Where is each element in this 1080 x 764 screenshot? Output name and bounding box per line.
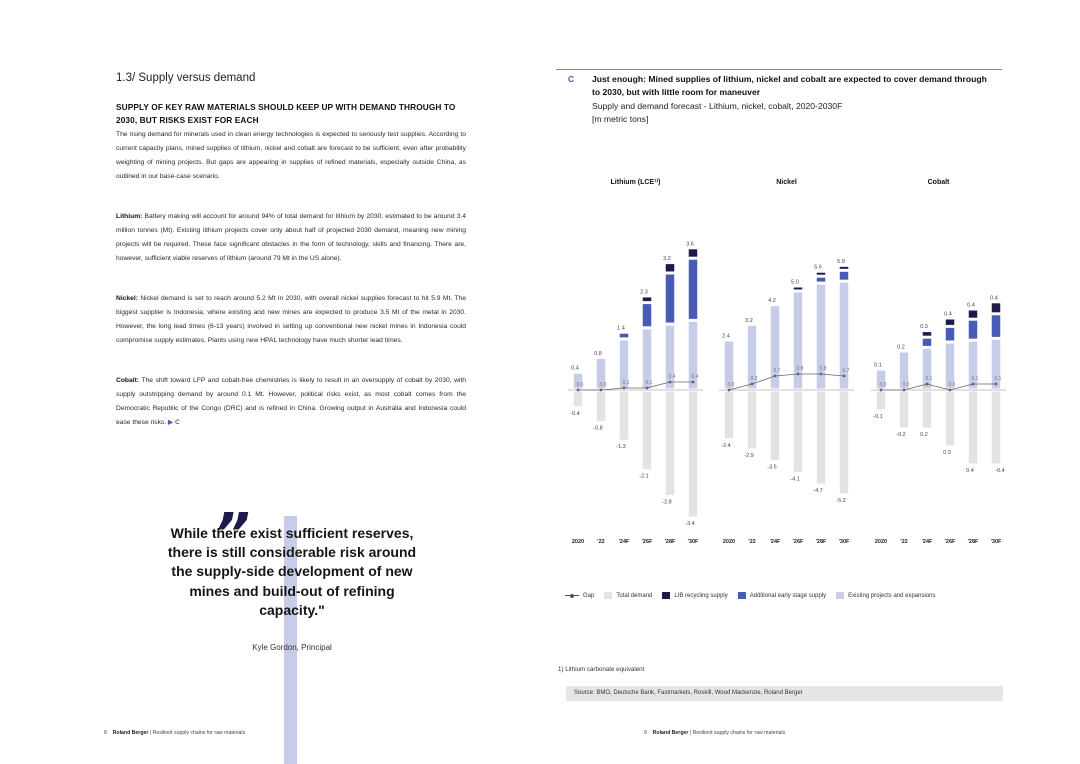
nickel-text: Nickel demand is set to reach around 5.2 Mt in 2030, with overall nickel supplies forecast to hit 5.9 Mt. The biggest supplier is Indonesia, where existing and new mines are expected to produce 3.5 Mt of the metal in 2030. However, the long lead times (6-13 years) involved in setting up conventional new nickel mines in Indonesia could compromise supply estimates. Plants using new HPAL technology have much shorter lead times. — [116, 295, 466, 344]
gap-label: 0.0 — [727, 382, 735, 388]
gap-label: 0.1 — [622, 380, 630, 386]
legend-existing: Existing projects and expansions — [836, 592, 935, 599]
demand-label: -1.3 — [616, 444, 626, 451]
demand-bar — [877, 392, 886, 410]
demand-swatch — [604, 592, 612, 599]
gap-point — [926, 383, 929, 386]
lithium-label: Lithium: — [116, 213, 143, 220]
gap-label: 0.0 — [948, 382, 956, 388]
existing-bar — [923, 349, 932, 389]
demand-label: -2.4 — [721, 443, 731, 450]
demand-bar — [666, 392, 675, 496]
additional-bar — [923, 339, 932, 346]
figure-letter: C — [568, 74, 575, 84]
panel-title-2: Cobalt — [927, 179, 950, 186]
category-label: 2020 — [571, 539, 585, 545]
right-footer-brand: Roland Berger — [652, 730, 689, 736]
category-label: '28F — [967, 539, 979, 545]
demand-label: -0.1 — [873, 414, 883, 420]
gap-point — [843, 375, 846, 378]
gap-label: 0.7 — [842, 368, 850, 374]
recycling-bar — [794, 288, 803, 290]
gap-label: 0.4 — [691, 374, 699, 380]
additional-bar — [666, 275, 675, 323]
nickel-label: Nickel: — [116, 295, 138, 302]
additional-bar — [643, 304, 652, 326]
gap-point — [646, 387, 649, 390]
figure-c-link[interactable]: ▶ C — [166, 419, 180, 426]
supply-total-label: 1.4 — [617, 325, 625, 332]
gap-point — [820, 373, 823, 376]
quote-mark-icon: ” — [214, 502, 251, 567]
category-label: '26F — [944, 539, 956, 545]
demand-bar — [643, 392, 652, 470]
demand-bar — [689, 392, 698, 517]
category-label: '30F — [838, 539, 850, 545]
category-label: '30F — [687, 539, 699, 545]
gap-line — [881, 384, 996, 390]
demand-bar — [900, 392, 909, 428]
demand-label: -4.7 — [813, 488, 823, 495]
supply-total-label: 3.2 — [663, 256, 671, 263]
recycling-bar — [840, 267, 849, 269]
demand-bar — [620, 392, 629, 440]
additional-bar — [992, 315, 1001, 337]
additional-bar — [817, 278, 826, 282]
demand-label: -0.8 — [593, 425, 603, 432]
figure-unit: [m metric tons] — [592, 114, 649, 124]
additional-bar — [840, 272, 849, 280]
additional-swatch — [738, 592, 746, 599]
demand-bar — [748, 392, 757, 449]
gap-label: 0.1 — [925, 376, 933, 382]
section-heading: SUPPLY OF KEY RAW MATERIALS SHOULD KEEP UP WITH DEMAND THROUGH TO 2030, BUT RISKS EXIST FOR EACH — [116, 102, 456, 125]
demand-label: -0.4 — [995, 468, 1005, 474]
source-note: Source: BMO, Deutsche Bank, Fastmarkets, Roskill, Wood Mackenzie, Roland Berger — [566, 686, 1003, 701]
gap-point — [880, 389, 883, 392]
category-label: 2020 — [874, 539, 888, 545]
demand-label: -4.1 — [790, 476, 800, 483]
gap-label: 0.4 — [668, 374, 676, 380]
recycling-bar — [946, 320, 955, 325]
demand-bar — [969, 392, 978, 464]
demand-bar — [725, 392, 734, 439]
supply-total-label: 5.9 — [837, 258, 845, 265]
gap-label: 0.1 — [971, 376, 979, 382]
gap-line-icon — [565, 592, 579, 599]
gap-point — [995, 383, 998, 386]
recycling-bar — [992, 303, 1001, 312]
gap-point — [972, 383, 975, 386]
gap-line — [729, 374, 844, 390]
demand-bar — [923, 392, 932, 428]
demand-bar — [946, 392, 955, 446]
legend-gap: Gap — [565, 592, 594, 599]
gap-label: 0.1 — [645, 380, 653, 386]
recycling-bar — [969, 311, 978, 318]
chart-footnote: 1) Lithium carbonate equivalent — [558, 666, 645, 673]
gap-point — [774, 375, 777, 378]
additional-bar — [620, 334, 629, 338]
demand-label: -5.2 — [836, 497, 846, 504]
existing-swatch — [836, 592, 844, 599]
supply-total-label: 3.6 — [686, 241, 694, 248]
category-label: '22 — [597, 539, 605, 545]
gap-point — [600, 389, 603, 392]
demand-label: -3.5 — [767, 464, 777, 471]
supply-total-label: 0.1 — [874, 362, 882, 369]
demand-label: -2.9 — [744, 452, 754, 459]
chart-legend — [565, 592, 1005, 599]
gap-point — [669, 381, 672, 384]
recycling-bar — [643, 297, 652, 301]
category-label: '22 — [900, 539, 908, 545]
cobalt-text: The shift toward LFP and cobalt-free chemistries is likely to result in an oversupply of cobalt by 2030, with supply outstripping demand by around 0.1 Mt. However, political risks exist, as most cobalt comes from the Democratic Republic of the Congo (DRC) and is refined in China. Growing output in Australia and Indonesia could ease these risks. — [116, 377, 466, 426]
category-label: '26F — [641, 539, 653, 545]
category-label: '28F — [815, 539, 827, 545]
legend-recycling: LIB recycling supply — [662, 592, 727, 599]
recycling-bar — [923, 332, 932, 336]
additional-bar — [969, 321, 978, 339]
gap-point — [623, 387, 626, 390]
right-footer-title: | Resilient supply chains for raw materials — [688, 730, 786, 736]
category-label: '24F — [618, 539, 630, 545]
supply-total-label: 0.4 — [967, 302, 975, 309]
legend-demand: Total demand — [604, 592, 652, 599]
gap-point — [692, 381, 695, 384]
quote-author: Kyle Gordon, Principal — [252, 643, 332, 652]
supply-total-label: 0.4 — [571, 365, 579, 372]
legend-additional: Additional early stage supply — [738, 592, 826, 599]
right-page-number: 9 — [644, 730, 647, 736]
supply-total-label: 0.2 — [897, 344, 905, 351]
section-title: 1.3/ Supply versus demand — [116, 72, 256, 84]
supply-total-label: 0.8 — [594, 350, 602, 357]
gap-point — [949, 389, 952, 392]
recycling-swatch — [662, 592, 670, 599]
left-footer-brand: Roland Berger — [112, 730, 149, 736]
supply-total-label: 0.3 — [920, 324, 928, 331]
gap-label: 0.0 — [576, 382, 584, 388]
recycling-bar — [689, 249, 698, 256]
supply-total-label: 2.3 — [640, 289, 648, 296]
category-label: '22 — [748, 539, 756, 545]
recycling-bar — [817, 273, 826, 275]
demand-bar — [597, 392, 606, 422]
supply-total-label: 0.4 — [990, 295, 998, 302]
figure-subtitle-text: Supply and demand forecast - Lithium, nickel, cobalt, 2020-2030F — [592, 101, 843, 111]
demand-label: 0.4 — [966, 468, 974, 474]
demand-label: -0.2 — [896, 432, 906, 438]
panel-title-1: Nickel — [776, 179, 797, 186]
category-label: '26F — [792, 539, 804, 545]
recycling-bar — [666, 264, 675, 271]
demand-bar — [574, 392, 583, 407]
gap-line — [578, 382, 693, 390]
left-page-number: 8 — [104, 730, 107, 736]
gap-point — [577, 389, 580, 392]
category-label: '28F — [664, 539, 676, 545]
gap-label: 0.1 — [994, 376, 1002, 382]
demand-label: -0.4 — [570, 410, 580, 417]
category-label: '30F — [990, 539, 1002, 545]
gap-label: 0.8 — [796, 366, 804, 372]
category-label: '24F — [769, 539, 781, 545]
panel-title-0: Lithium (LCE¹⁾) — [610, 179, 661, 186]
supply-total-label: 2.4 — [722, 333, 730, 340]
demand-bar — [817, 392, 826, 484]
gap-point — [797, 373, 800, 376]
additional-bar — [689, 260, 698, 319]
intro-paragraph: The rising demand for minerals used in clean energy technologies is expected to seriously test supplies. According to current capacity plans, mined supplies of lithium, nickel and cobalt are forecast to be sufficient, even after probability weighting of mining projects. But gaps are appearing in supplies of refined materials, especially outside China, as outlined in our base-case scenario. — [116, 131, 466, 180]
supply-total-label: 4.2 — [768, 298, 776, 305]
demand-bar — [992, 392, 1001, 464]
demand-label: -3.4 — [685, 521, 695, 527]
gap-label: 0.7 — [773, 368, 781, 374]
gap-point — [728, 389, 731, 392]
additional-bar — [946, 328, 955, 341]
supply-total-label: 5.6 — [814, 264, 822, 271]
cobalt-label: Cobalt: — [116, 377, 140, 384]
demand-bar — [840, 392, 849, 494]
right-footer — [644, 730, 785, 736]
supply-total-label: 5.0 — [791, 279, 799, 286]
figure-title: Just enough: Mined supplies of lithium, nickel and cobalt are expected to cover demand through to 2030, but with little room for maneuver — [592, 74, 987, 97]
supply-total-label: 3.2 — [745, 317, 753, 324]
gap-point — [903, 389, 906, 392]
supply-total-label: 0.4 — [944, 311, 952, 318]
demand-label: -2.1 — [639, 473, 649, 480]
demand-bar — [771, 392, 780, 461]
gap-label: 0.3 — [750, 376, 758, 382]
demand-label: -2.8 — [662, 499, 672, 506]
demand-bar — [794, 392, 803, 472]
gap-label: 0.8 — [819, 366, 827, 372]
pull-quote: While there exist sufficient reserves, there is still considerable risk around the supply-side development of new mines and build-out of refining capacity." — [167, 525, 417, 618]
gap-label: 0.0 — [879, 382, 887, 388]
gap-label: 0.0 — [902, 382, 910, 388]
category-label: 2020 — [722, 539, 736, 545]
category-label: '24F — [921, 539, 933, 545]
lithium-text: Battery making will account for around 94% of total demand for lithium by 2030, estimated to be around 3.4 million tonnes (Mt). Existing lithium projects cover only about half of projected 2030 demand, meaning new mining projects will be required. These face significant obstacles in the form of technology, skills and financing. There are, however, sufficient viable reserves of lithium (around 79 Mt in the US alone). — [116, 213, 466, 262]
gap-label: 0.0 — [599, 382, 607, 388]
demand-label: 0.3 — [943, 450, 951, 456]
gap-point — [751, 383, 754, 386]
left-footer-title: | Resilient supply chains for raw materials — [148, 730, 246, 736]
demand-label: 0.2 — [920, 432, 928, 438]
